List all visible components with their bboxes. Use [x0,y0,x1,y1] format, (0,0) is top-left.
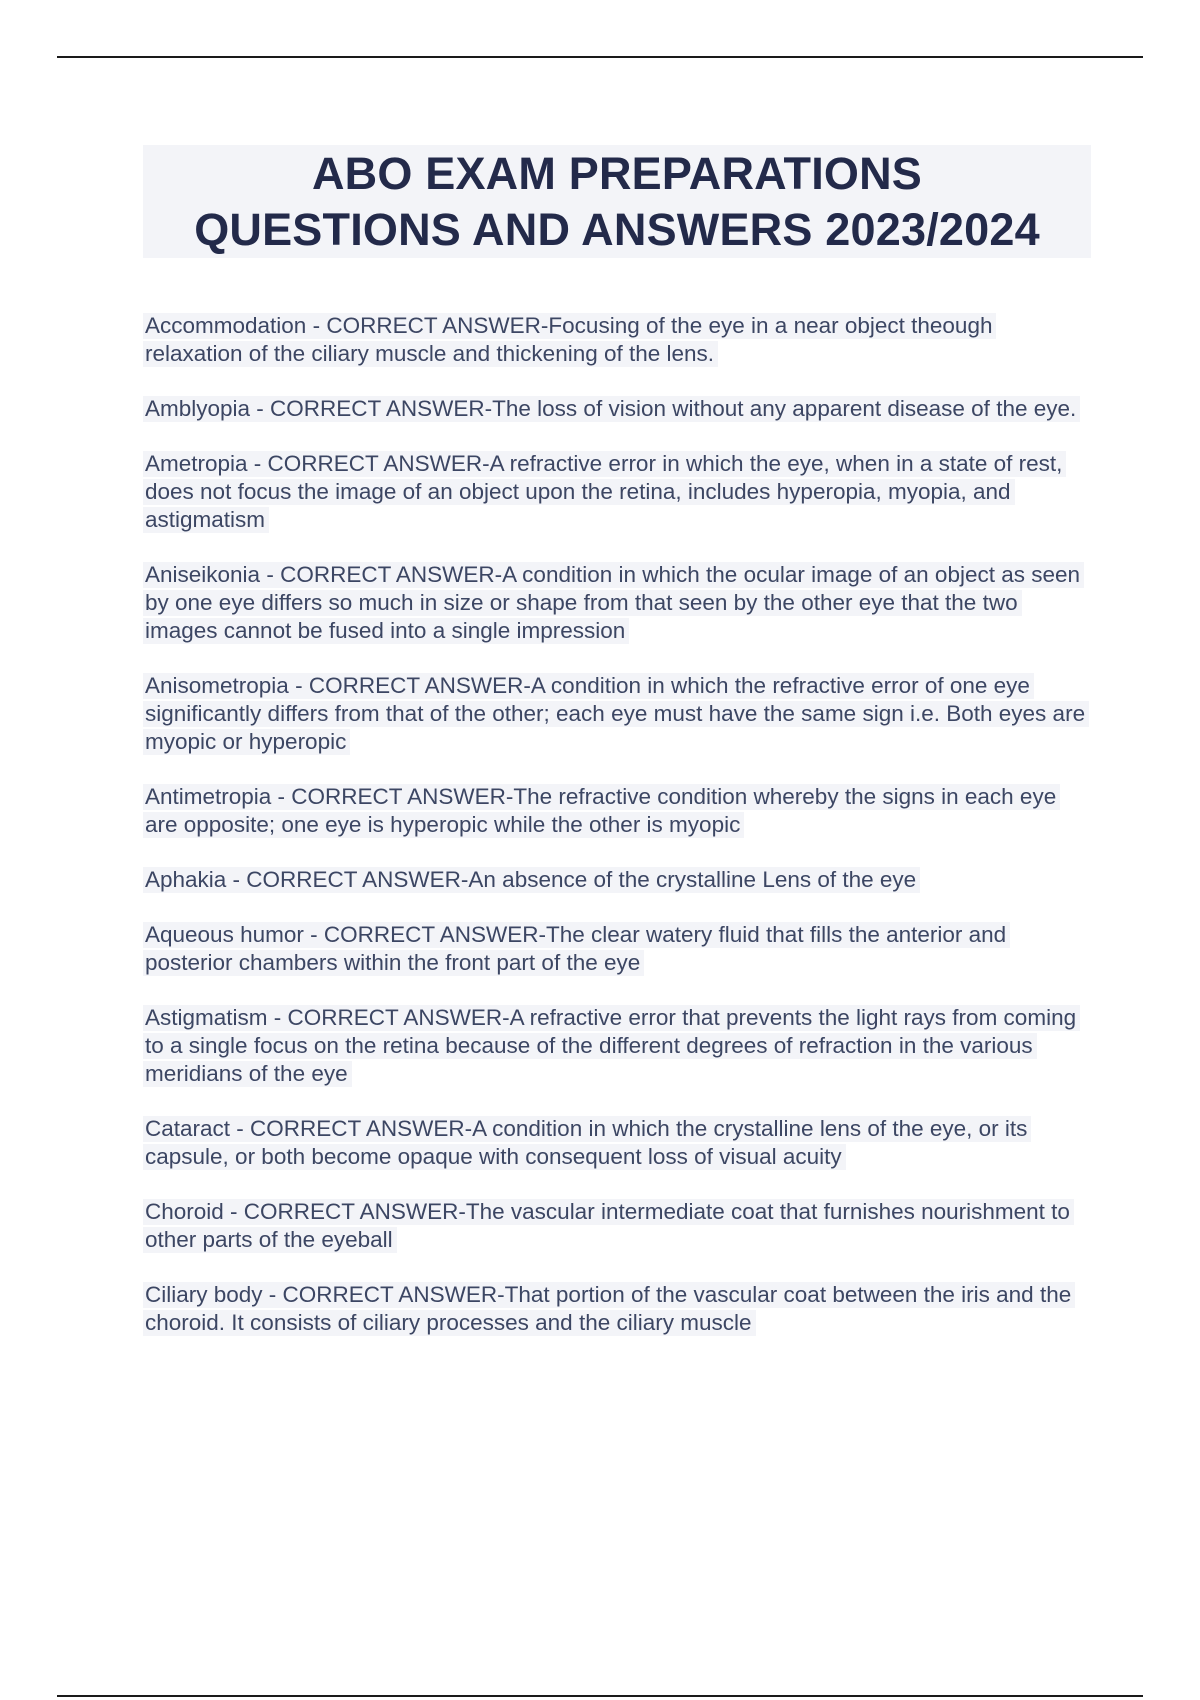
qa-entry-anisometropia: Anisometropia - CORRECT ANSWER-A condition in which the refractive error of one eye significantly differs from that of the other; each eye must have the same sign i.e. Both eyes are myopic or hyperopic [143,672,1093,756]
qa-entry-accommodation: Accommodation - CORRECT ANSWER-Focusing of the eye in a near object theough relaxation of the ciliary muscle and thickening of the lens. [143,312,1093,368]
document-title [143,145,1091,258]
qa-entry-astigmatism: Astigmatism - CORRECT ANSWER-A refractive error that prevents the light rays from coming to a single focus on the retina because of the different degrees of refraction in the various meridians of the eye [143,1004,1093,1088]
qa-entry-ciliary-body: Ciliary body - CORRECT ANSWER-That portion of the vascular coat between the iris and the choroid. It consists of ciliary processes and the ciliary muscle [143,1281,1093,1337]
qa-entry-ametropia: Ametropia - CORRECT ANSWER-A refractive error in which the eye, when in a state of rest, does not focus the image of an object upon the retina, includes hyperopia, myopia, and astigmatism [143,450,1093,534]
qa-entry-aniseikonia: Aniseikonia - CORRECT ANSWER-A condition in which the ocular image of an object as seen by one eye differs so much in size or shape from that seen by the other eye that the two images cannot be fused into a single impression [143,561,1093,645]
qa-entry-cataract: Cataract - CORRECT ANSWER-A condition in which the crystalline lens of the eye, or its capsule, or both become opaque with consequent loss of visual acuity [143,1115,1093,1171]
qa-entry-choroid: Choroid - CORRECT ANSWER-The vascular intermediate coat that furnishes nourishment to other parts of the eyeball [143,1198,1093,1254]
title-line-2: QUESTIONS AND ANSWERS 2023/2024 [194,203,1040,255]
qa-entry-antimetropia: Antimetropia - CORRECT ANSWER-The refractive condition whereby the signs in each eye are opposite; one eye is hyperopic while the other is myopic [143,783,1093,839]
title-line-1: ABO EXAM PREPARATIONS [311,147,923,199]
qa-list [143,312,1093,1364]
qa-entry-aphakia: Aphakia - CORRECT ANSWER-An absence of the crystalline Lens of the eye [143,866,1093,894]
bottom-rule [57,1695,1143,1697]
qa-entry-aqueous-humor: Aqueous humor - CORRECT ANSWER-The clear watery fluid that fills the anterior and posterior chambers within the front part of the eye [143,921,1093,977]
qa-entry-amblyopia: Amblyopia - CORRECT ANSWER-The loss of vision without any apparent disease of the eye. [143,395,1093,423]
top-rule [57,56,1143,58]
